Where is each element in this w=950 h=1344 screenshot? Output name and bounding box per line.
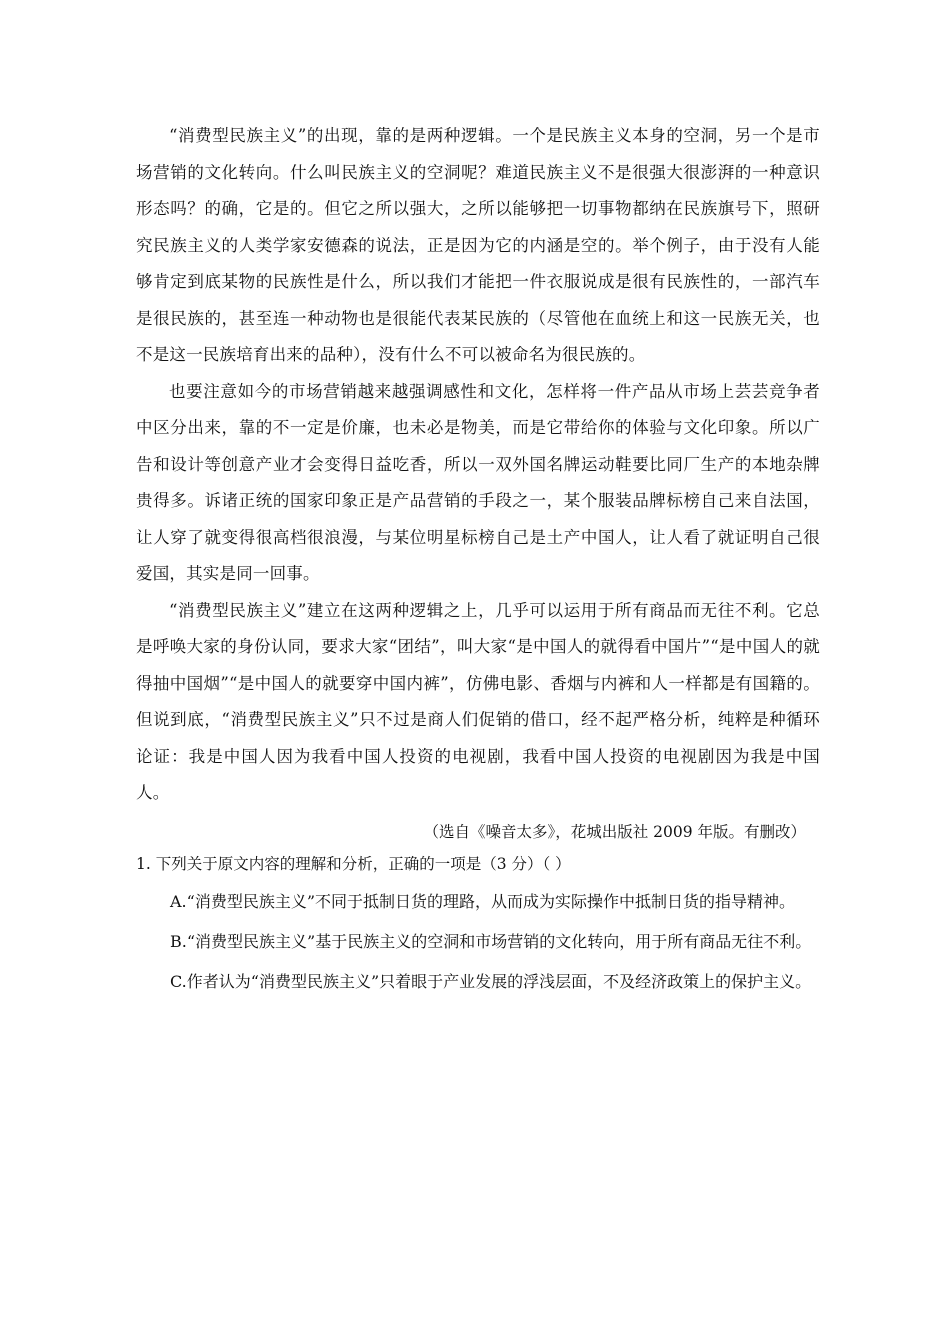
option-b: B.“消费型民族主义”基于民族主义的空洞和市场营销的文化转向，用于所有商品无往不利。: [170, 931, 812, 951]
answer-options: [136, 882, 820, 1002]
source-citation: （选自《噪音太多》，花城出版社 2009 年版。有删改）: [423, 822, 806, 841]
article-paragraph-3: “消费型民族主义”建立在这两种逻辑之上，几乎可以运用于所有商品而无往不利。它总是呼唤大家的身份认同，要求大家“团结”，叫大家“是中国人的就得看中国片”“是中国人的就得抽中国烟”“是中国人的就要穿中国内裤”，仿佛电影、香烟与内裤和人一样都是有国籍的。但说到底，“消费型民族主义”只不过是商人们促销的借口，经不起严格分析，纯粹是种循环论证：我是中国人因为我看中国人投资的电视剧，我看中国人投资的电视剧因为我是中国人。: [136, 600, 820, 802]
question-stem: 1. 下列关于原文内容的理解和分析，正确的一项是（3 分）（ ）: [136, 854, 571, 873]
article-paragraph-1: “消费型民族主义”的出现，靠的是两种逻辑。一个是民族主义本身的空洞，另一个是市场营销的文化转向。什么叫民族主义的空洞呢？难道民族主义不是很强大很澎湃的一种意识形态吗？的确，它是的。但它之所以强大，之所以能够把一切事物都纳在民族旗号下，照研究民族主义的人类学家安德森的说法，正是因为它的内涵是空的。举个例子，由于没有人能够肯定到底某物的民族性是什么，所以我们才能把一件衣服说成是很有民族性的，一部汽车是很民族的，甚至连一种动物也是很能代表某民族的（尽管他在血统上和这一民族无关，也不是这一民族培育出来的品种），没有什么不可以被命名为很民族的。: [136, 126, 820, 364]
option-c: C.作者认为“消费型民族主义”只着眼于产业发展的浮浅层面，不及经济政策上的保护主义。: [170, 971, 812, 991]
article-paragraph-2: 也要注意如今的市场营销越来越强调感性和文化，怎样将一件产品从市场上芸芸竞争者中区分出来，靠的不一定是价廉，也未必是物美，而是它带给你的体验与文化印象。所以广告和设计等创意产业才会变得日益吃香，所以一双外国名牌运动鞋要比同厂生产的本地杂牌贵得多。诉诸正统的国家印象正是产品营销的手段之一，某个服装品牌标榜自己来自法国，让人穿了就变得很高档很浪漫，与某位明星标榜自己是土产中国人，让人看了就证明自己很爱国，其实是同一回事。: [136, 381, 820, 583]
option-a: A.“消费型民族主义”不同于抵制日货的理路，从而成为实际操作中抵制日货的指导精神。: [170, 891, 796, 911]
document-page: [136, 118, 820, 1002]
